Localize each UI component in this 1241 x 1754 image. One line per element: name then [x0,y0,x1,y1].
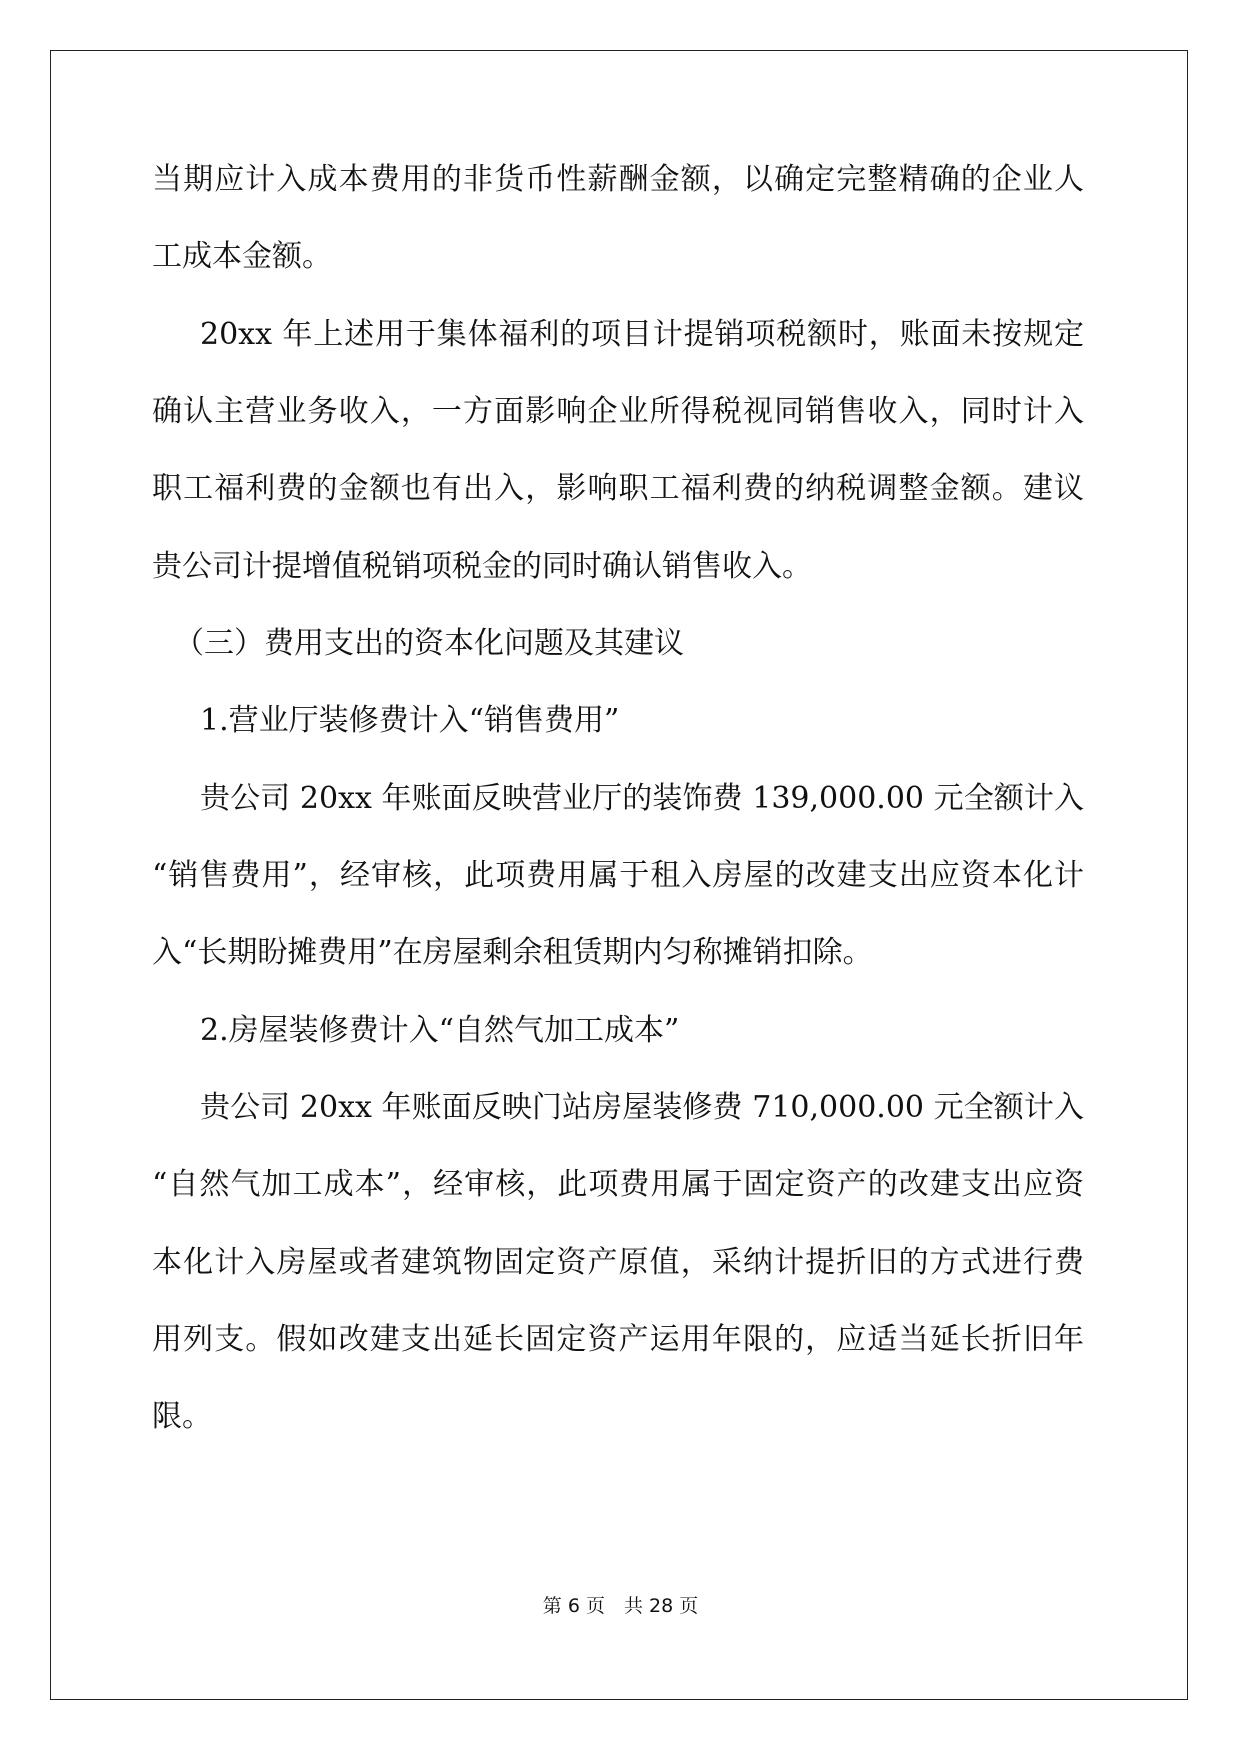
paragraph-line: “自然气加工成本”，经审核，此项费用属于固定资产的改建支出应资 [152,1167,1084,1202]
paragraph-line: 贵公司 20xx 年账面反映营业厅的装饰费 139,000.00 元全额计入 [200,781,1084,816]
paragraph-line: 贵公司 20xx 年账面反映门站房屋装修费 710,000.00 元全额计入 [200,1090,1084,1125]
subsection-heading: 2.房屋装修费计入“自然气加工成本” [200,1013,680,1048]
paragraph-line: “销售费用”，经审核，此项费用属于租入房屋的改建支出应资本化计 [152,858,1084,893]
paragraph-line: 确认主营业务收入，一方面影响企业所得税视同销售收入，同时计入 [152,394,1084,429]
paragraph-line: 工成本金额。 [152,239,332,274]
paragraph-line: 限。 [152,1399,212,1434]
paragraph-line: 贵公司计提增值税销项税金的同时确认销售收入。 [152,549,812,584]
paragraph-line: 20xx 年上述用于集体福利的项目计提销项税额时，账面未按规定 [200,317,1084,352]
section-heading: （三）费用支出的资本化问题及其建议 [174,626,684,661]
page-number: 第 6 页 共 28 页 [542,1595,699,1617]
paragraph-line: 当期应计入成本费用的非货币性薪酬金额，以确定完整精确的企业人 [152,162,1084,197]
paragraph-line: 用列支。假如改建支出延长固定资产运用年限的，应适当延长折旧年 [152,1322,1084,1357]
subsection-heading: 1.营业厅装修费计入“销售费用” [200,703,620,738]
paragraph-line: 职工福利费的金额也有出入，影响职工福利费的纳税调整金额。建议 [152,471,1084,506]
paragraph-line: 入“长期盼摊费用”在房屋剩余租赁期内匀称摊销扣除。 [152,935,873,970]
paragraph-line: 本化计入房屋或者建筑物固定资产原值，采纳计提折旧的方式进行费 [152,1245,1084,1280]
